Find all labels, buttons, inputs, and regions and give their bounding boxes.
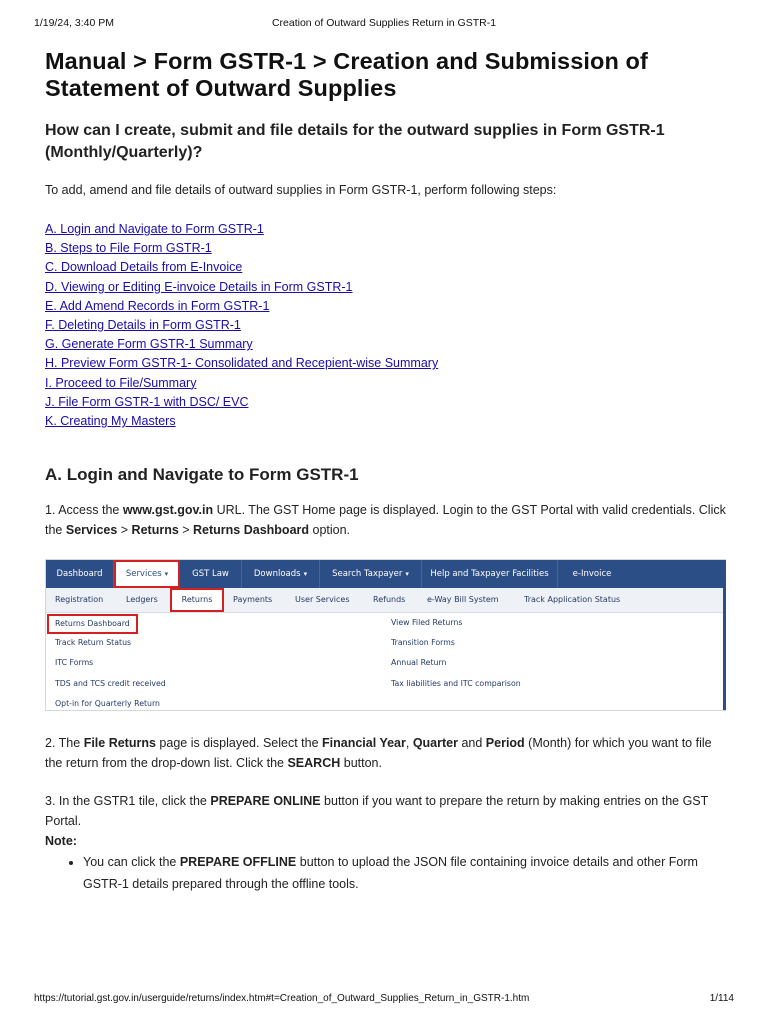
- page-number: 1/114: [709, 993, 734, 1004]
- toc-link-a[interactable]: A. Login and Navigate to Form GSTR-1: [45, 222, 264, 236]
- nav-search-taxpayer[interactable]: [320, 560, 422, 588]
- toc-link-c[interactable]: C. Download Details from E-Invoice: [45, 260, 243, 275]
- question-heading: How can I create, submit and file details for the outward supplies in Form GSTR-1 (Monthly/Quarterly)?: [45, 122, 665, 161]
- print-title: Creation of Outward Supplies Return in GSTR-1: [271, 17, 497, 29]
- chevron-down-icon: ▾: [303, 570, 308, 579]
- bold-prepare-offline: PREPARE OFFLINE: [179, 855, 297, 870]
- nav-label: GST Law: [192, 569, 229, 580]
- text-run: ,: [405, 736, 413, 751]
- text-run: option.: [309, 523, 351, 538]
- portal-top-nav: [46, 560, 725, 588]
- note-bullet: [83, 851, 728, 895]
- menu-transition-forms[interactable]: Transition Forms: [391, 638, 455, 648]
- nav-label: Downloads: [253, 569, 301, 580]
- subnav-registration[interactable]: Registration: [55, 595, 104, 605]
- bold-search: SEARCH: [287, 756, 341, 771]
- menu-annual-return[interactable]: Annual Return: [391, 658, 447, 668]
- text-run: URL. The GST Home page is displayed. Login to the GST Portal with valid credentials. Click the: [45, 503, 726, 538]
- nav-label: Search Taxpayer: [332, 569, 403, 580]
- menu-view-filed-returns[interactable]: View Filed Returns: [391, 618, 463, 628]
- note-label: Note:: [45, 834, 77, 849]
- page-title: Manual > Form GSTR-1 > Creation and Submission of Statement of Outward Supplies: [45, 48, 648, 101]
- nav-gst-law[interactable]: [180, 560, 242, 588]
- subnav-payments[interactable]: Payments: [233, 595, 273, 605]
- document-content: [45, 48, 728, 895]
- subnav-user-services[interactable]: User Services: [295, 595, 350, 605]
- step-2-text: [45, 733, 728, 773]
- toc-item: [45, 393, 728, 412]
- toc-item: [45, 316, 728, 335]
- menu-track-return-status[interactable]: Track Return Status: [55, 638, 132, 648]
- print-header: [34, 17, 734, 31]
- toc-link-i[interactable]: I. Proceed to File/Summary: [45, 375, 197, 390]
- menu-tds-tcs-credit[interactable]: TDS and TCS credit received: [55, 679, 166, 689]
- intro-text: To add, amend and file details of outward supplies in Form GSTR-1, perform following steps:: [45, 183, 557, 197]
- step-1-text: [45, 500, 728, 540]
- toc-item: [45, 278, 728, 297]
- step-3-text: [45, 791, 728, 831]
- text-run: 2. The: [45, 736, 84, 751]
- nav-label: Dashboard: [56, 569, 103, 580]
- print-date: 1/19/24, 3:40 PM: [34, 17, 114, 29]
- toc-item: [45, 297, 728, 316]
- subnav-refunds[interactable]: Refunds: [373, 595, 406, 605]
- toc-list: [45, 220, 728, 431]
- toc-item: [45, 354, 728, 373]
- text-run: 1. Access the: [45, 503, 123, 518]
- note-list: [45, 851, 728, 895]
- subnav-track-application[interactable]: Track Application Status: [524, 595, 621, 605]
- menu-opt-in-quarterly[interactable]: Opt-in for Quarterly Return: [55, 699, 160, 709]
- toc-item: [45, 258, 728, 277]
- toc-item: [45, 220, 728, 239]
- chevron-down-icon: ▾: [405, 570, 409, 579]
- text-run: page is displayed. Select the: [155, 736, 323, 751]
- toc-link-e[interactable]: E. Add Amend Records in Form GSTR-1: [45, 298, 270, 313]
- toc-link-h[interactable]: H. Preview Form GSTR-1- Consolidated and Recepient-wise Summary: [45, 356, 439, 371]
- text-run: button if you want to prepare the return by making entries on the GST Portal.: [45, 794, 709, 829]
- nav-label: Services: [125, 569, 162, 580]
- menu-tax-liabilities[interactable]: Tax liabilities and ITC comparison: [391, 679, 521, 689]
- toc-link-k[interactable]: K. Creating My Masters: [45, 414, 176, 429]
- text-run: button.: [340, 756, 382, 771]
- menu-returns-dashboard[interactable]: Returns Dashboard: [47, 614, 138, 634]
- text-run: 3. In the GSTR1 tile, click the: [45, 794, 211, 809]
- bold-returns-dashboard: Returns Dashboard: [193, 523, 310, 538]
- toc-link-f[interactable]: F. Deleting Details in Form GSTR-1: [45, 318, 241, 333]
- subnav-returns[interactable]: Returns: [170, 588, 224, 612]
- nav-einvoice[interactable]: [558, 560, 626, 588]
- nav-downloads[interactable]: [242, 560, 320, 588]
- bold-services: Services: [65, 523, 118, 538]
- text-run: button to upload the JSON file containing invoice details and other Form GSTR-1 details prepared through the offline tools.: [83, 855, 698, 892]
- portal-screenshot: [45, 559, 726, 711]
- toc-link-b[interactable]: B. Steps to File Form GSTR-1: [45, 241, 212, 256]
- nav-dashboard[interactable]: [46, 560, 114, 588]
- subnav-ledgers[interactable]: Ledgers: [126, 595, 158, 605]
- subnav-eway-bill[interactable]: e-Way Bill System: [427, 595, 499, 605]
- portal-edge: [723, 560, 726, 710]
- text-run: and: [457, 736, 486, 751]
- nav-label: Help and Taxpayer Facilities: [430, 569, 549, 580]
- nav-label: e-Invoice: [572, 569, 612, 580]
- bold-quarter: Quarter: [412, 736, 458, 751]
- bold-financial-year: Financial Year: [322, 736, 406, 751]
- toc-item: [45, 239, 728, 258]
- bold-prepare-online: PREPARE ONLINE: [210, 794, 321, 809]
- text-run: >: [178, 523, 194, 538]
- toc-item: [45, 374, 728, 393]
- toc-link-d[interactable]: D. Viewing or Editing E-invoice Details in Form GSTR-1: [45, 279, 353, 294]
- chevron-down-icon: ▾: [164, 570, 169, 579]
- nav-help[interactable]: [422, 560, 558, 588]
- section-a-heading: A. Login and Navigate to Form GSTR-1: [45, 465, 359, 485]
- bold-file-returns: File Returns: [83, 736, 156, 751]
- text-run: >: [117, 523, 132, 538]
- bold-period: Period: [485, 736, 525, 751]
- bold-url: www.gst.gov.in: [122, 503, 214, 518]
- menu-itc-forms[interactable]: ITC Forms: [55, 658, 94, 668]
- toc-link-j[interactable]: J. File Form GSTR-1 with DSC/ EVC: [45, 394, 249, 409]
- text-run: You can click the: [83, 855, 180, 870]
- nav-services[interactable]: [114, 560, 180, 588]
- toc-link-g[interactable]: G. Generate Form GSTR-1 Summary: [45, 337, 253, 352]
- text-run: (Month) for which you want to file the return from the drop-down list. Click the: [45, 736, 712, 771]
- bold-returns: Returns: [131, 523, 179, 538]
- toc-item: [45, 335, 728, 354]
- toc-item: [45, 412, 728, 431]
- portal-sub-nav: [46, 588, 725, 613]
- print-url: https://tutorial.gst.gov.in/userguide/returns/index.htm#t=Creation_of_Outward_Supplies_Return_in_GSTR-1.htm: [34, 993, 530, 1004]
